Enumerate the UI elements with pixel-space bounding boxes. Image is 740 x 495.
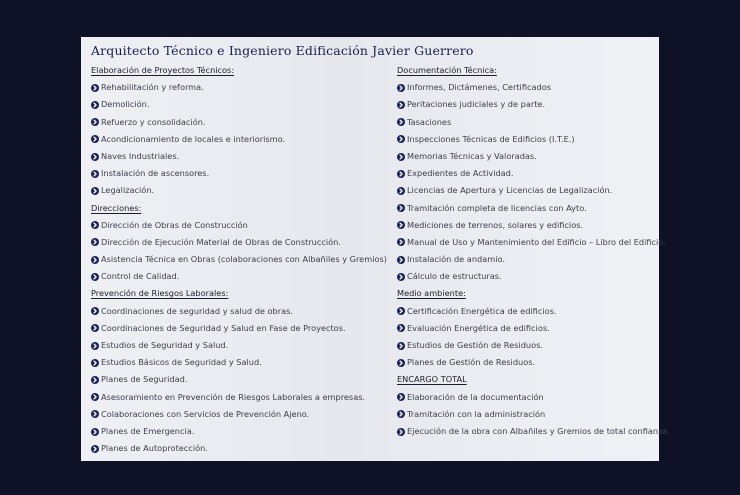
- list-item-text: Dirección de Obras de Construcción: [101, 219, 248, 230]
- list-item: [91, 303, 387, 320]
- list-item: [397, 268, 667, 285]
- section-heading-text: Medio ambiente:: [397, 288, 466, 299]
- chevron-circle-right-icon: [91, 342, 99, 350]
- list-item-text: Planes de Autoprotección.: [101, 443, 208, 454]
- right-column: [397, 62, 667, 440]
- list-item: [397, 320, 667, 337]
- chevron-circle-right-icon: [91, 256, 99, 264]
- chevron-circle-right-icon: [91, 445, 99, 453]
- chevron-circle-right-icon: [91, 118, 99, 126]
- list-item: [91, 320, 387, 337]
- chevron-circle-right-icon: [91, 101, 99, 109]
- chevron-circle-right-icon: [397, 221, 405, 229]
- list-item: [91, 79, 387, 96]
- section-heading: [397, 285, 667, 302]
- left-column: [91, 62, 387, 457]
- chevron-circle-right-icon: [397, 410, 405, 418]
- list-item: [91, 371, 387, 388]
- list-item: [91, 182, 387, 199]
- list-item-text: Dirección de Ejecución Material de Obras de Construcción.: [101, 236, 341, 247]
- list-item: [91, 251, 387, 268]
- chevron-circle-right-icon: [397, 342, 405, 350]
- chevron-circle-right-icon: [91, 84, 99, 92]
- list-item: [91, 148, 387, 165]
- chevron-circle-right-icon: [397, 170, 405, 178]
- list-item: [397, 131, 667, 148]
- chevron-circle-right-icon: [91, 135, 99, 143]
- chevron-circle-right-icon: [397, 428, 405, 436]
- list-item-text: Acondicionamiento de locales e interiorismo.: [101, 133, 286, 144]
- chevron-circle-right-icon: [397, 84, 405, 92]
- list-item: [91, 337, 387, 354]
- section-heading-text: Documentación Técnica:: [397, 65, 497, 75]
- list-item-text: Colaboraciones con Servicios de Prevención Ajeno.: [101, 408, 310, 419]
- list-item: [91, 389, 387, 406]
- chevron-circle-right-icon: [91, 187, 99, 195]
- list-item: [397, 96, 667, 113]
- list-item: [91, 354, 387, 371]
- list-item: [397, 234, 667, 251]
- list-item-text: Naves Industriales.: [101, 150, 180, 161]
- list-item-text: Tasaciones: [407, 116, 452, 127]
- chevron-circle-right-icon: [91, 410, 99, 418]
- list-item-text: Ejecución de la obra con Albañiles y Gremios de total confianza: [407, 425, 668, 436]
- list-item-text: Manual de Uso y Mantenimiento del Edificio – Libro del Edificio.: [407, 236, 666, 247]
- list-item: [397, 200, 667, 217]
- list-item: [91, 440, 387, 457]
- list-item: [91, 96, 387, 113]
- list-item: [91, 217, 387, 234]
- section-heading-text: ENCARGO TOTAL: [397, 374, 467, 385]
- chevron-circle-right-icon: [91, 153, 99, 161]
- list-item-text: Estudios de Gestión de Residuos.: [407, 340, 543, 350]
- list-item-text: Refuerzo y consolidación.: [101, 116, 206, 127]
- chevron-circle-right-icon: [91, 273, 99, 281]
- list-item: [397, 148, 667, 165]
- list-item: [397, 406, 667, 423]
- section-heading: [397, 371, 667, 388]
- list-item-text: Evaluación Energética de edificios.: [407, 322, 550, 333]
- list-item-text: Instalación de ascensores.: [101, 168, 210, 179]
- chevron-circle-right-icon: [91, 376, 99, 384]
- list-item-text: Memorias Técnicas y Valoradas.: [407, 150, 537, 161]
- list-item-text: Planes de Seguridad.: [101, 374, 188, 385]
- list-item: [397, 114, 667, 131]
- list-item-text: Mediciones de terrenos, solares y edificios.: [407, 219, 584, 230]
- list-item: [397, 217, 667, 234]
- list-item-text: Licencias de Apertura y Licencias de Legalización.: [407, 185, 613, 196]
- list-item: [397, 423, 667, 440]
- chevron-circle-right-icon: [397, 153, 405, 161]
- list-item-text: Peritaciones judiciales y de parte.: [407, 99, 546, 110]
- section-heading: [397, 62, 667, 79]
- list-item: [91, 268, 387, 285]
- list-item: [91, 406, 387, 423]
- list-item-text: Certificación Energética de edificios.: [407, 305, 557, 316]
- section-heading-text: Prevención de Riesgos Laborales:: [91, 288, 229, 299]
- chevron-circle-right-icon: [397, 324, 405, 332]
- chevron-circle-right-icon: [397, 273, 405, 281]
- chevron-circle-right-icon: [397, 307, 405, 315]
- chevron-circle-right-icon: [91, 221, 99, 229]
- list-item-text: Asistencia Técnica en Obras (colaboraciones con Albañiles y Gremios): [101, 254, 387, 265]
- chevron-circle-right-icon: [397, 118, 405, 126]
- section-heading: [91, 285, 387, 302]
- chevron-circle-right-icon: [91, 238, 99, 246]
- list-item-text: Informes, Dictámenes, Certificados: [407, 82, 551, 93]
- chevron-circle-right-icon: [397, 359, 405, 367]
- list-item-text: Control de Calidad.: [101, 271, 180, 282]
- list-item-text: Cálculo de estructuras.: [407, 271, 502, 282]
- list-item: [397, 337, 667, 354]
- list-item-text: Demolición.: [101, 99, 150, 110]
- list-item-text: Rehabilitación y reforma.: [101, 82, 204, 93]
- chevron-circle-right-icon: [397, 101, 405, 109]
- list-item-text: Asesoramiento en Prevención de Riesgos Laborales a empresas.: [101, 391, 366, 402]
- list-item: [397, 165, 667, 182]
- list-item: [397, 79, 667, 96]
- chevron-circle-right-icon: [91, 170, 99, 178]
- list-item: [397, 389, 667, 406]
- list-item-text: Tramitación completa de licencias con Ayto.: [407, 202, 587, 213]
- list-item: [91, 234, 387, 251]
- list-item-text: Estudios Básicos de Seguridad y Salud.: [101, 357, 262, 368]
- list-item-text: Coordinaciones de Seguridad y Salud en Fase de Proyectos.: [101, 322, 346, 333]
- list-item: [91, 114, 387, 131]
- section-heading-text: Elaboración de Proyectos Técnicos:: [91, 65, 235, 75]
- chevron-circle-right-icon: [397, 187, 405, 195]
- section-heading-text: Direcciones:: [91, 202, 142, 213]
- chevron-circle-right-icon: [91, 307, 99, 315]
- chevron-circle-right-icon: [397, 393, 405, 401]
- list-item-text: Instalación de andamio.: [407, 254, 505, 265]
- chevron-circle-right-icon: [91, 393, 99, 401]
- chevron-circle-right-icon: [91, 324, 99, 332]
- list-item: [397, 251, 667, 268]
- list-item: [91, 165, 387, 182]
- list-item: [397, 303, 667, 320]
- list-item: [397, 354, 667, 371]
- list-item-text: Tramitación con la administración: [407, 408, 546, 419]
- chevron-circle-right-icon: [397, 256, 405, 264]
- chevron-circle-right-icon: [91, 359, 99, 367]
- list-item-text: Planes de Gestión de Residuos.: [407, 357, 536, 368]
- chevron-circle-right-icon: [397, 238, 405, 246]
- chevron-circle-right-icon: [397, 135, 405, 143]
- list-item: [91, 423, 387, 440]
- list-item-text: Planes de Emergencia.: [101, 425, 195, 436]
- section-heading: [91, 62, 387, 79]
- list-item: [91, 131, 387, 148]
- page-title: Arquitecto Técnico e Ingeniero Edificación Javier Guerrero: [91, 43, 474, 58]
- chevron-circle-right-icon: [397, 204, 405, 212]
- section-heading: [91, 200, 387, 217]
- list-item-text: Inspecciones Técnicas de Edificios (I.T.E.): [407, 133, 575, 144]
- list-item-text: Expedientes de Actividad.: [407, 168, 514, 179]
- list-item-text: Estudios de Seguridad y Salud.: [101, 340, 229, 350]
- list-item: [397, 182, 667, 199]
- list-item-text: Coordinaciones de seguridad y salud de obras.: [101, 305, 293, 316]
- list-item-text: Legalización.: [101, 185, 155, 196]
- chevron-circle-right-icon: [91, 428, 99, 436]
- services-panel: [81, 37, 668, 461]
- list-item-text: Elaboración de la documentación: [407, 391, 544, 402]
